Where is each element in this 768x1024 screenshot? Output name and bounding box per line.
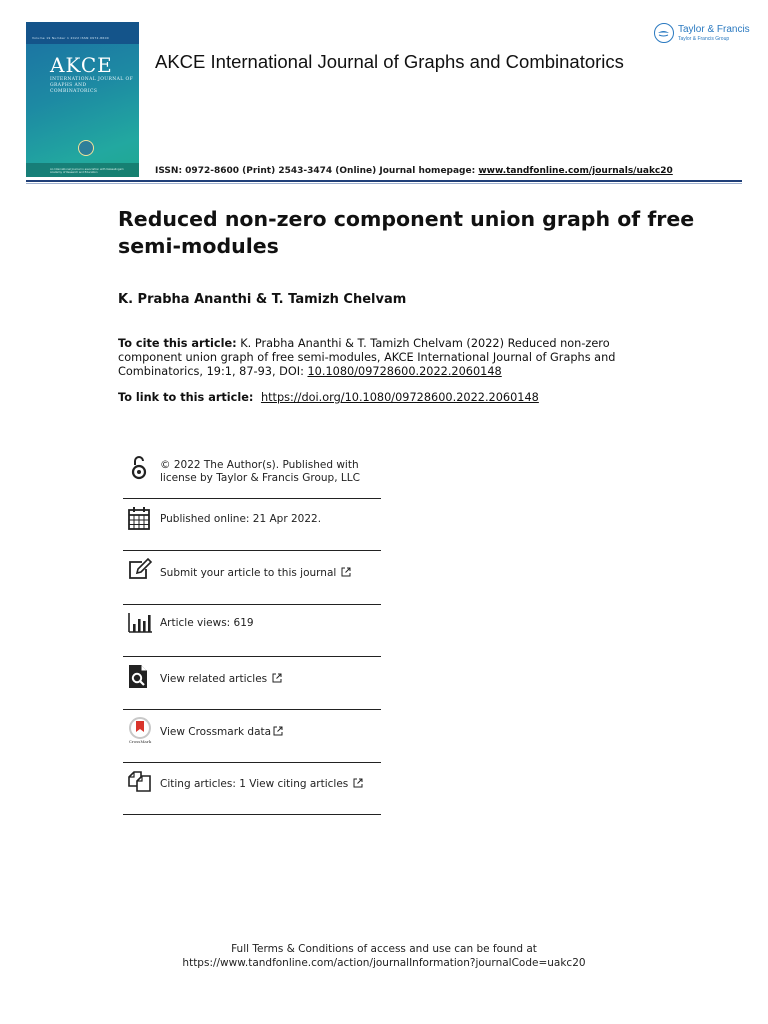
row-divider — [123, 762, 381, 763]
journal-cover-image — [26, 22, 139, 177]
related-articles-link[interactable]: View related articles — [160, 673, 268, 685]
row-divider — [123, 604, 381, 605]
cover-top-strip — [26, 22, 139, 44]
citing-articles-link[interactable]: Citing articles: 1 View citing articles — [160, 778, 349, 790]
crossmark-caption: CrossMark — [128, 739, 152, 744]
cite-doi-link[interactable]: 10.1080/09728600.2022.2060148 — [307, 365, 502, 378]
link-label: To link to this article: — [118, 391, 258, 404]
submit-article-link[interactable]: Submit your article to this journal — [160, 567, 337, 579]
external-link-icon — [272, 673, 282, 683]
crossmark-icon — [127, 717, 152, 744]
publisher-name: Taylor & Francis — [678, 24, 750, 35]
article-authors: K. Prabha Ananthi & T. Tamizh Chelvam — [118, 292, 407, 307]
row-divider — [123, 550, 381, 551]
article-views: Article views: 619 — [160, 617, 254, 629]
bar-chart-icon — [127, 611, 151, 635]
citing-documents-icon — [127, 769, 151, 793]
row-divider — [123, 814, 381, 815]
header-rule-thin — [26, 183, 742, 184]
cover-strip-text: Volume 19 Number 1 2022 ISSN 0972-8600 — [32, 36, 109, 40]
crossmark-link[interactable]: View Crossmark data — [160, 726, 272, 738]
license-line-2: license by Taylor & Francis Group, LLC — [160, 471, 360, 484]
article-title: Reduced non-zero component union graph of free semi-modules — [118, 207, 695, 258]
article-doi-link[interactable]: https://doi.org/10.1080/09728600.2022.2060148 — [260, 391, 539, 404]
calendar-icon — [127, 506, 151, 530]
terms-footer — [0, 942, 768, 970]
external-link-icon — [353, 778, 363, 788]
related-search-icon — [127, 664, 151, 688]
journal-homepage-link[interactable]: www.tandfonline.com/journals/uakc20 — [478, 166, 673, 176]
row-divider — [123, 709, 381, 710]
license-line-1: © 2022 The Author(s). Published with — [160, 459, 359, 471]
row-divider — [123, 498, 381, 499]
cite-label: To cite this article: — [118, 337, 237, 350]
publisher-logo-icon — [654, 23, 674, 43]
cover-bottom-text: An International Journal in association with Kalasalingam Academy of Research and Education — [50, 168, 124, 174]
open-access-icon — [127, 455, 151, 479]
cover-emblem-icon — [78, 140, 94, 156]
cover-subtitle: INTERNATIONAL JOURNAL OF GRAPHS AND COMBINATORICS — [50, 77, 134, 94]
edit-icon — [127, 558, 151, 582]
terms-line-1: Full Terms & Conditions of access and use can be found at — [231, 943, 537, 955]
issn-line — [155, 166, 673, 176]
external-link-icon — [273, 726, 283, 736]
terms-link[interactable]: https://www.tandfonline.com/action/journalInformation?journalCode=uakc20 — [182, 957, 586, 969]
row-divider — [123, 656, 381, 657]
published-date: Published online: 21 Apr 2022. — [160, 513, 322, 525]
external-link-icon — [341, 567, 351, 577]
issn-text: ISSN: 0972-8600 (Print) 2543-3474 (Online) Journal homepage: — [155, 166, 479, 176]
cover-title: AKCE — [50, 53, 113, 77]
citation-block — [118, 337, 658, 379]
journal-title: AKCE International Journal of Graphs and Combinatorics — [155, 51, 624, 72]
publisher-subname: Taylor & Francis Group — [678, 36, 730, 42]
publisher-logo[interactable] — [654, 22, 750, 46]
article-link-block — [118, 391, 539, 404]
header-rule — [26, 180, 742, 182]
cite-text: K. Prabha Ananthi & T. Tamizh Chelvam (2022) Reduced non-zero component union graph of free semi-modules, AKCE International Journal of Graphs and Combinatorics, 19:1, 87-93, DOI: — [118, 337, 616, 378]
